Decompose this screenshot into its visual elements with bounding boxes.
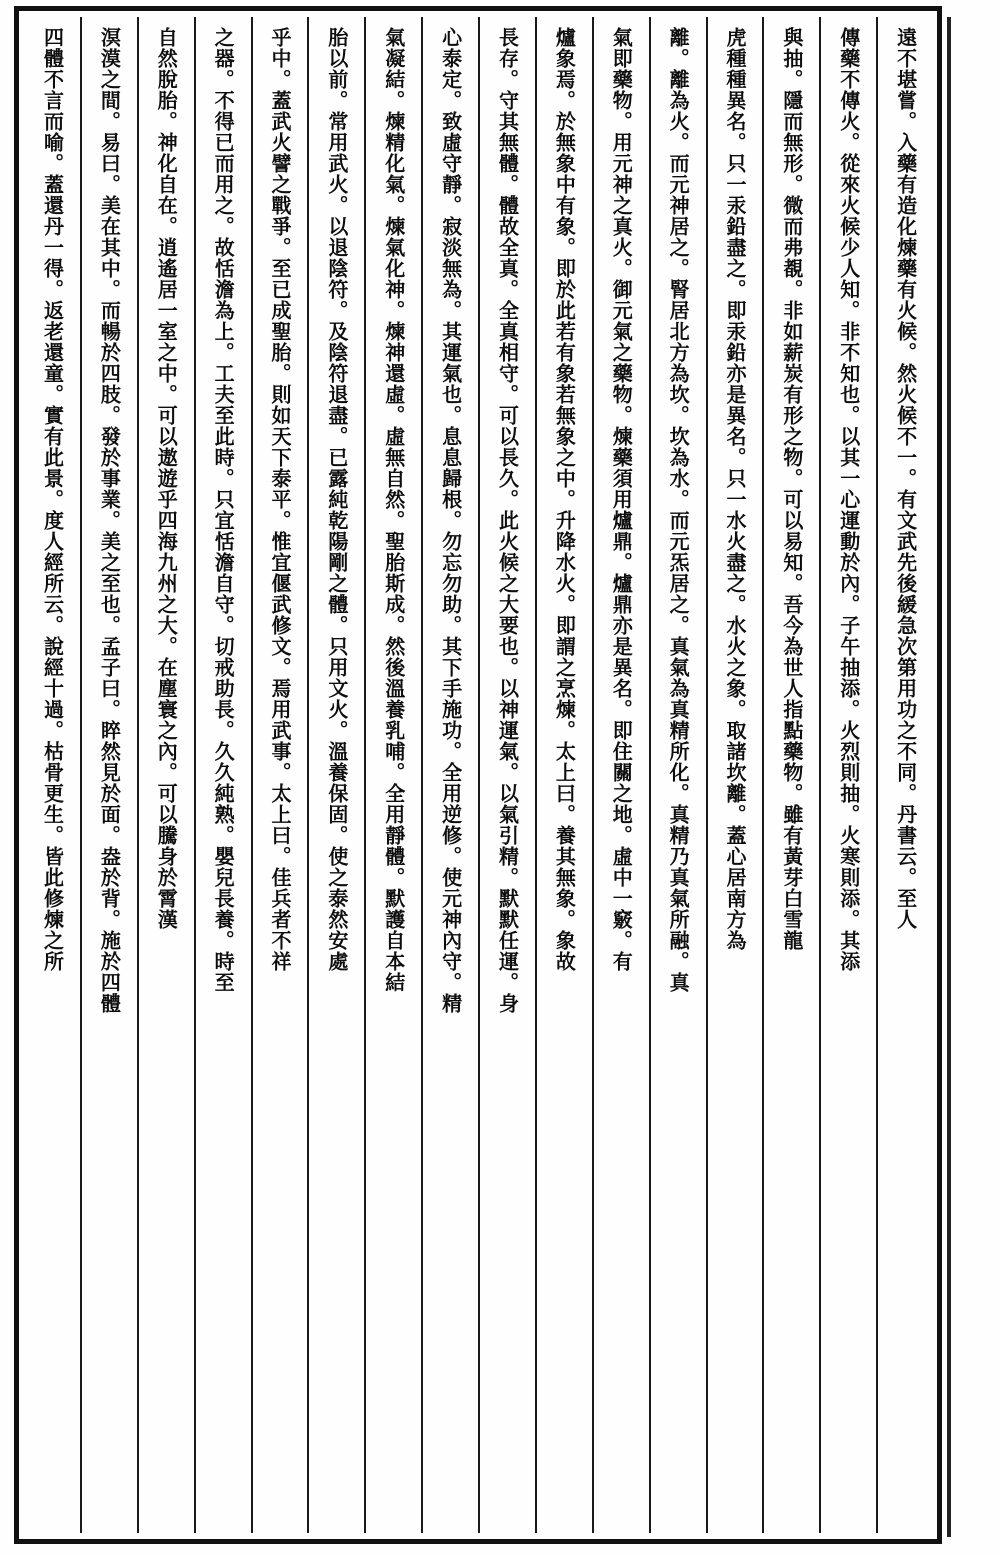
text-column <box>364 17 421 1533</box>
text-column <box>307 17 364 1533</box>
text-column <box>251 17 308 1533</box>
column-text: 虎種種異名。只一汞鉛盡之。即汞鉛亦是異名。只一水火盡之。水火之象。取諸坎離。蓋心居南方為 <box>722 27 747 951</box>
column-text: 溟漠之間。易曰。美在其中。而暢於四肢。發於事業。美之至也。孟子曰。睟然見於面。盎於背。施於四體 <box>97 27 122 1014</box>
text-column <box>706 17 763 1533</box>
column-text: 氣即藥物。用元神之真火。御元氣之藥物。煉藥須用爐鼎。爐鼎亦是異名。即住關之地。虛中一竅。有 <box>609 27 634 972</box>
text-column <box>25 17 80 1533</box>
column-text: 爐象焉。於無象中有象。即於此若有象若無象之中。升降水火。即謂之烹煉。太上曰。養其無象。象故 <box>552 27 577 972</box>
column-text: 傳藥不傳火。從來火候少人知。非不知也。以其一心運動於內。子午抽添。火烈則抽。火寒則添。其添 <box>836 27 861 972</box>
text-column <box>535 17 592 1533</box>
text-columns <box>25 17 933 1533</box>
column-text: 四體不言而喻。蓋還丹一得。返老還童。實有此景。度人經所云。說經十過。枯骨更生。皆此修煉之所 <box>40 27 65 972</box>
column-text: 心泰定。致虛守靜。寂淡無為。其運氣也。息息歸根。勿忘勿助。其下手施功。全用逆修。使元神內守。精 <box>438 27 463 1014</box>
column-text: 之器。不得已而用之。故恬澹為上。工夫至此時。只宜恬澹自守。切戒助長。久久純熟。嬰兒長養。時至 <box>211 27 236 993</box>
text-column <box>762 17 819 1533</box>
column-text: 與抽。隱而無形。微而弗覩。非如薪炭有形之物。可以易知。吾今為世人指點藥物。雖有黃芽白雪龍 <box>779 27 804 951</box>
column-text: 遠不堪嘗。入藥有造化煉藥有火候。然火候不一。有文武先後緩急次第用功之不同。丹書云。至人 <box>893 27 918 930</box>
text-column <box>194 17 251 1533</box>
column-text: 乎中。蓋武火譬之戰爭。至已成聖胎。則如天下泰平。惟宜偃武修文。焉用武事。太上曰。佳兵者不祥 <box>267 27 292 972</box>
column-text: 自然脫胎。神化自在。逍遙居一室之中。可以遨遊乎四海九州之大。在塵寰之內。可以騰身於霄漢 <box>154 27 179 930</box>
column-text: 胎以前。常用武火。以退陰符。及陰符退盡。已露純乾陽剛之體。只用文火。溫養保固。使之泰然安處 <box>324 27 349 972</box>
text-column <box>478 17 535 1533</box>
page-border-frame <box>14 6 942 1544</box>
column-text: 離。離為火。而元神居之。腎居北方為坎。坎為水。而元炁居之。真氣為真精所化。真精乃真氣所融。真 <box>666 27 691 993</box>
text-column <box>592 17 649 1533</box>
column-text: 長存。守其無體。體故全真。全真相守。可以長久。此火候之大要也。以神運氣。以氣引精。默默任運。身 <box>495 27 520 1014</box>
text-column <box>819 17 876 1533</box>
column-text: 氣凝結。煉精化氣。煉氣化神。煉神還虛。虛無自然。聖胎斯成。然後溫養乳哺。全用靜體。默護自本結 <box>381 27 406 993</box>
text-column <box>649 17 706 1533</box>
text-column <box>80 17 137 1533</box>
text-column <box>876 17 933 1533</box>
text-column <box>421 17 478 1533</box>
text-column <box>137 17 194 1533</box>
